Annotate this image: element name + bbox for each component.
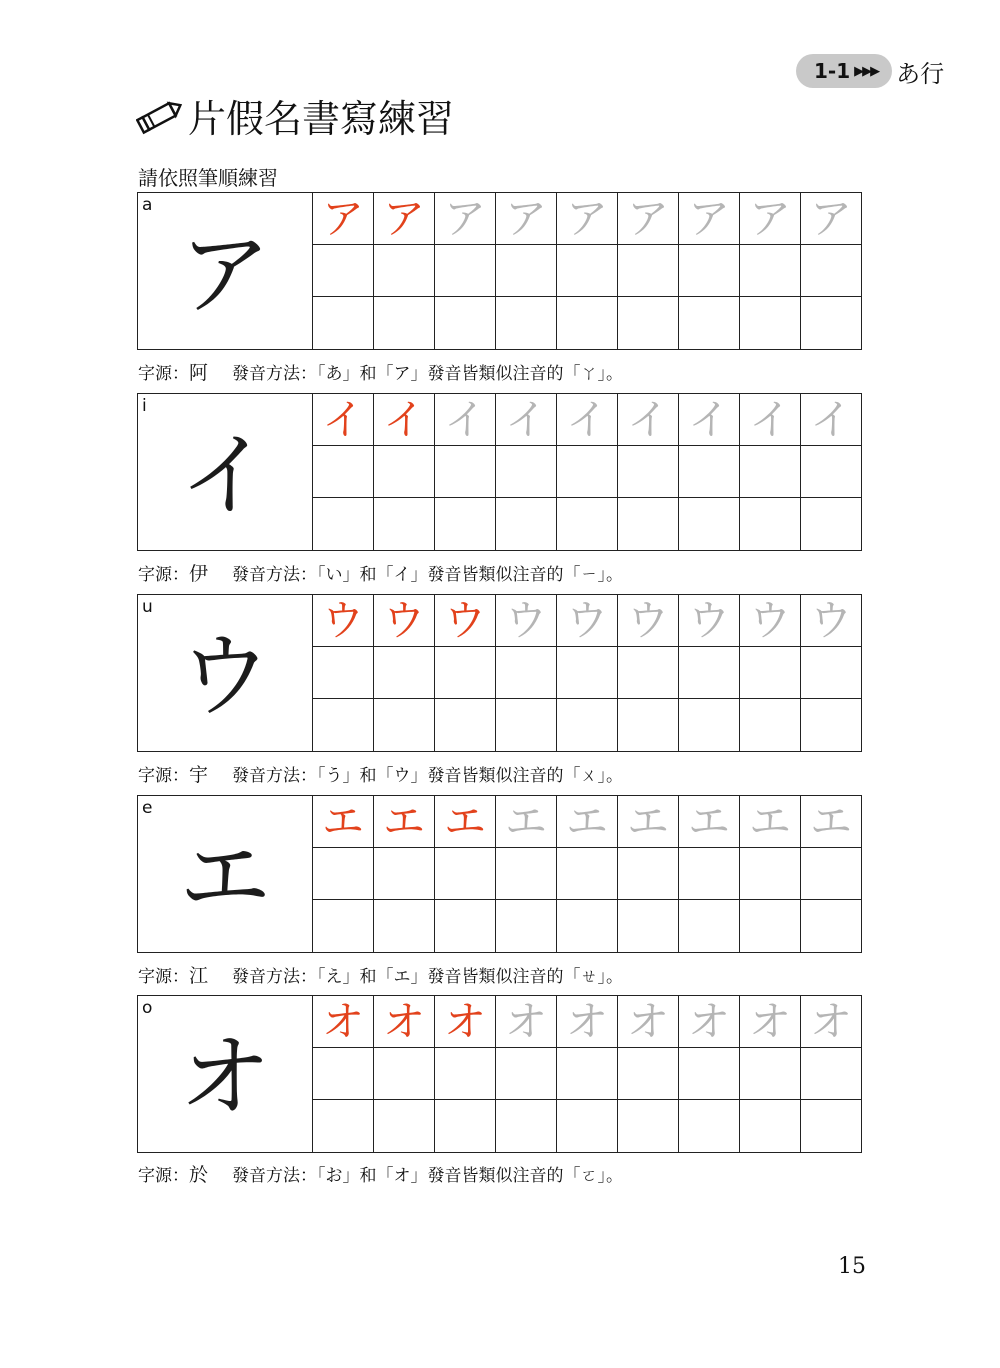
trace-cell: ア (617, 193, 678, 245)
stroke-order-cell: ア (312, 193, 373, 245)
trace-cell: オ (495, 996, 556, 1048)
stroke-order-cell: エ (312, 796, 373, 848)
practice-row (137, 393, 861, 551)
trace-cell: ア (739, 193, 800, 245)
blank-practice-cell (373, 498, 434, 550)
trace-cell: ア (495, 193, 556, 245)
blank-practice-cell (373, 900, 434, 952)
blank-practice-cell (739, 900, 800, 952)
blank-practice-cell (495, 1100, 556, 1152)
section-badge (796, 54, 944, 88)
blank-practice-cell (739, 1048, 800, 1100)
trace-cell: ア (434, 193, 495, 245)
blank-practice-cell (373, 1048, 434, 1100)
blank-practice-cell (617, 900, 678, 952)
blank-practice-cell (617, 245, 678, 297)
blank-practice-cell (617, 1048, 678, 1100)
blank-practice-cell (312, 1048, 373, 1100)
model-character-cell (137, 594, 313, 752)
blank-practice-cell (678, 699, 739, 751)
blank-practice-cell (739, 245, 800, 297)
section-label: あ行 (896, 59, 945, 88)
blank-practice-cell (556, 900, 617, 952)
blank-practice-cell (678, 1048, 739, 1100)
blank-practice-cell (373, 848, 434, 900)
stroke-order-cell: イ (312, 394, 373, 446)
blank-practice-cell (495, 848, 556, 900)
blank-practice-cell (800, 900, 861, 952)
trace-cell: オ (800, 996, 861, 1048)
blank-practice-cell (739, 848, 800, 900)
origin-label: 字源： (138, 565, 189, 585)
trace-cell: エ (678, 796, 739, 848)
blank-practice-cell (800, 297, 861, 349)
blank-practice-cell (617, 848, 678, 900)
trace-cell: ア (678, 193, 739, 245)
blank-practice-cell (434, 699, 495, 751)
pronunciation-method: 發音方法：「あ」和「ア」發音皆類似注音的「ㄚ」。 (232, 364, 624, 384)
trace-cell: オ (739, 996, 800, 1048)
page-header (136, 88, 454, 143)
origin-label: 字源： (138, 1166, 189, 1186)
character-info (138, 760, 623, 787)
blank-practice-cell (617, 446, 678, 498)
trace-cell: エ (739, 796, 800, 848)
blank-practice-cell (434, 1100, 495, 1152)
pencil-icon (136, 96, 184, 136)
character-info (138, 1160, 623, 1187)
blank-practice-cell (434, 1048, 495, 1100)
blank-practice-cell (556, 297, 617, 349)
practice-grid (312, 594, 862, 752)
blank-practice-cell (434, 900, 495, 952)
trace-cell: イ (800, 394, 861, 446)
trace-cell: エ (617, 796, 678, 848)
model-character: エ (178, 824, 271, 931)
trace-cell: イ (617, 394, 678, 446)
blank-practice-cell (678, 446, 739, 498)
blank-practice-cell (800, 848, 861, 900)
trace-cell: オ (556, 996, 617, 1048)
stroke-order-cell: エ (373, 796, 434, 848)
blank-practice-cell (800, 446, 861, 498)
arrow-icons: ▶▶▶ (854, 63, 879, 79)
romaji-label: e (142, 798, 153, 818)
stroke-order-cell: イ (373, 394, 434, 446)
stroke-order-cell: オ (312, 996, 373, 1048)
blank-practice-cell (739, 699, 800, 751)
stroke-order-cell: ウ (312, 595, 373, 647)
trace-cell: ウ (495, 595, 556, 647)
blank-practice-cell (495, 498, 556, 550)
blank-practice-cell (495, 900, 556, 952)
practice-row (137, 192, 861, 350)
stroke-order-cell: オ (434, 996, 495, 1048)
page-title: 片假名書寫練習 (188, 97, 455, 141)
pronunciation-method: 發音方法：「い」和「イ」發音皆類似注音的「ㄧ」。 (232, 565, 624, 585)
trace-cell: イ (739, 394, 800, 446)
trace-cell: エ (800, 796, 861, 848)
blank-practice-cell (617, 297, 678, 349)
trace-cell: ウ (556, 595, 617, 647)
trace-cell: イ (556, 394, 617, 446)
blank-practice-cell (678, 297, 739, 349)
model-character-cell (137, 795, 313, 953)
blank-practice-cell (312, 848, 373, 900)
pronunciation-method: 發音方法：「え」和「エ」發音皆類似注音的「ㄝ」。 (232, 967, 624, 987)
blank-practice-cell (556, 647, 617, 699)
blank-practice-cell (678, 498, 739, 550)
trace-cell: イ (434, 394, 495, 446)
origin-kanji: 宇 (189, 764, 209, 786)
practice-grid (312, 795, 862, 953)
origin-label: 字源： (138, 364, 189, 384)
blank-practice-cell (312, 446, 373, 498)
trace-cell: ア (556, 193, 617, 245)
blank-practice-cell (434, 498, 495, 550)
origin-kanji: 江 (189, 965, 209, 987)
blank-practice-cell (556, 699, 617, 751)
practice-grid (312, 995, 862, 1153)
practice-grid (312, 192, 862, 350)
romaji-label: i (142, 396, 147, 416)
blank-practice-cell (495, 297, 556, 349)
blank-practice-cell (556, 1100, 617, 1152)
character-info (138, 559, 623, 586)
section-number: 1-1 (814, 59, 851, 83)
character-info (138, 358, 623, 385)
stroke-order-cell: ウ (434, 595, 495, 647)
blank-practice-cell (312, 245, 373, 297)
blank-practice-cell (312, 498, 373, 550)
blank-practice-cell (739, 297, 800, 349)
trace-cell: ウ (800, 595, 861, 647)
blank-practice-cell (800, 647, 861, 699)
model-character-cell (137, 995, 313, 1153)
blank-practice-cell (678, 900, 739, 952)
romaji-label: u (142, 597, 153, 617)
trace-cell: イ (495, 394, 556, 446)
character-info (138, 961, 623, 988)
blank-practice-cell (617, 647, 678, 699)
model-character-cell (137, 393, 313, 551)
blank-practice-cell (373, 699, 434, 751)
blank-practice-cell (373, 446, 434, 498)
blank-practice-cell (495, 699, 556, 751)
blank-practice-cell (312, 699, 373, 751)
blank-practice-cell (800, 699, 861, 751)
practice-grid (312, 393, 862, 551)
blank-practice-cell (434, 446, 495, 498)
trace-cell: オ (617, 996, 678, 1048)
trace-cell: ア (800, 193, 861, 245)
instruction-text: 請依照筆順練習 (138, 166, 278, 190)
trace-cell: オ (678, 996, 739, 1048)
trace-cell: ウ (739, 595, 800, 647)
blank-practice-cell (495, 1048, 556, 1100)
blank-practice-cell (678, 245, 739, 297)
blank-practice-cell (739, 446, 800, 498)
practice-row (137, 594, 861, 752)
blank-practice-cell (800, 245, 861, 297)
blank-practice-cell (678, 848, 739, 900)
blank-practice-cell (312, 297, 373, 349)
blank-practice-cell (556, 446, 617, 498)
blank-practice-cell (312, 900, 373, 952)
blank-practice-cell (556, 498, 617, 550)
trace-cell: ウ (678, 595, 739, 647)
model-character: ア (178, 221, 271, 328)
trace-cell: ウ (617, 595, 678, 647)
pronunciation-method: 發音方法：「お」和「オ」發音皆類似注音的「ㄛ」。 (232, 1166, 624, 1186)
blank-practice-cell (739, 1100, 800, 1152)
blank-practice-cell (434, 297, 495, 349)
model-character: ウ (178, 623, 271, 730)
blank-practice-cell (495, 647, 556, 699)
blank-practice-cell (556, 245, 617, 297)
romaji-label: o (142, 998, 153, 1018)
stroke-order-cell: ウ (373, 595, 434, 647)
blank-practice-cell (495, 245, 556, 297)
blank-practice-cell (434, 848, 495, 900)
model-character: オ (178, 1024, 271, 1131)
blank-practice-cell (617, 1100, 678, 1152)
origin-kanji: 阿 (189, 362, 209, 384)
romaji-label: a (142, 195, 153, 215)
blank-practice-cell (556, 1048, 617, 1100)
blank-practice-cell (800, 1100, 861, 1152)
origin-kanji: 伊 (189, 563, 209, 585)
blank-practice-cell (434, 647, 495, 699)
page-number: 15 (838, 1254, 866, 1279)
section-pill (796, 54, 892, 88)
model-character: イ (178, 422, 271, 529)
blank-practice-cell (739, 498, 800, 550)
model-character-cell (137, 192, 313, 350)
blank-practice-cell (373, 1100, 434, 1152)
pronunciation-method: 發音方法：「う」和「ウ」發音皆類似注音的「ㄨ」。 (232, 766, 624, 786)
blank-practice-cell (617, 498, 678, 550)
stroke-order-cell: オ (373, 996, 434, 1048)
blank-practice-cell (800, 498, 861, 550)
blank-practice-cell (556, 848, 617, 900)
origin-kanji: 於 (189, 1164, 209, 1186)
practice-row (137, 795, 861, 953)
stroke-order-cell: エ (434, 796, 495, 848)
origin-label: 字源： (138, 766, 189, 786)
trace-cell: エ (556, 796, 617, 848)
origin-label: 字源： (138, 967, 189, 987)
blank-practice-cell (617, 699, 678, 751)
blank-practice-cell (312, 1100, 373, 1152)
practice-row (137, 995, 861, 1153)
blank-practice-cell (434, 245, 495, 297)
blank-practice-cell (373, 647, 434, 699)
trace-cell: イ (678, 394, 739, 446)
blank-practice-cell (739, 647, 800, 699)
blank-practice-cell (312, 647, 373, 699)
trace-cell: エ (495, 796, 556, 848)
blank-practice-cell (678, 1100, 739, 1152)
blank-practice-cell (373, 245, 434, 297)
stroke-order-cell: ア (373, 193, 434, 245)
blank-practice-cell (373, 297, 434, 349)
blank-practice-cell (678, 647, 739, 699)
blank-practice-cell (495, 446, 556, 498)
blank-practice-cell (800, 1048, 861, 1100)
